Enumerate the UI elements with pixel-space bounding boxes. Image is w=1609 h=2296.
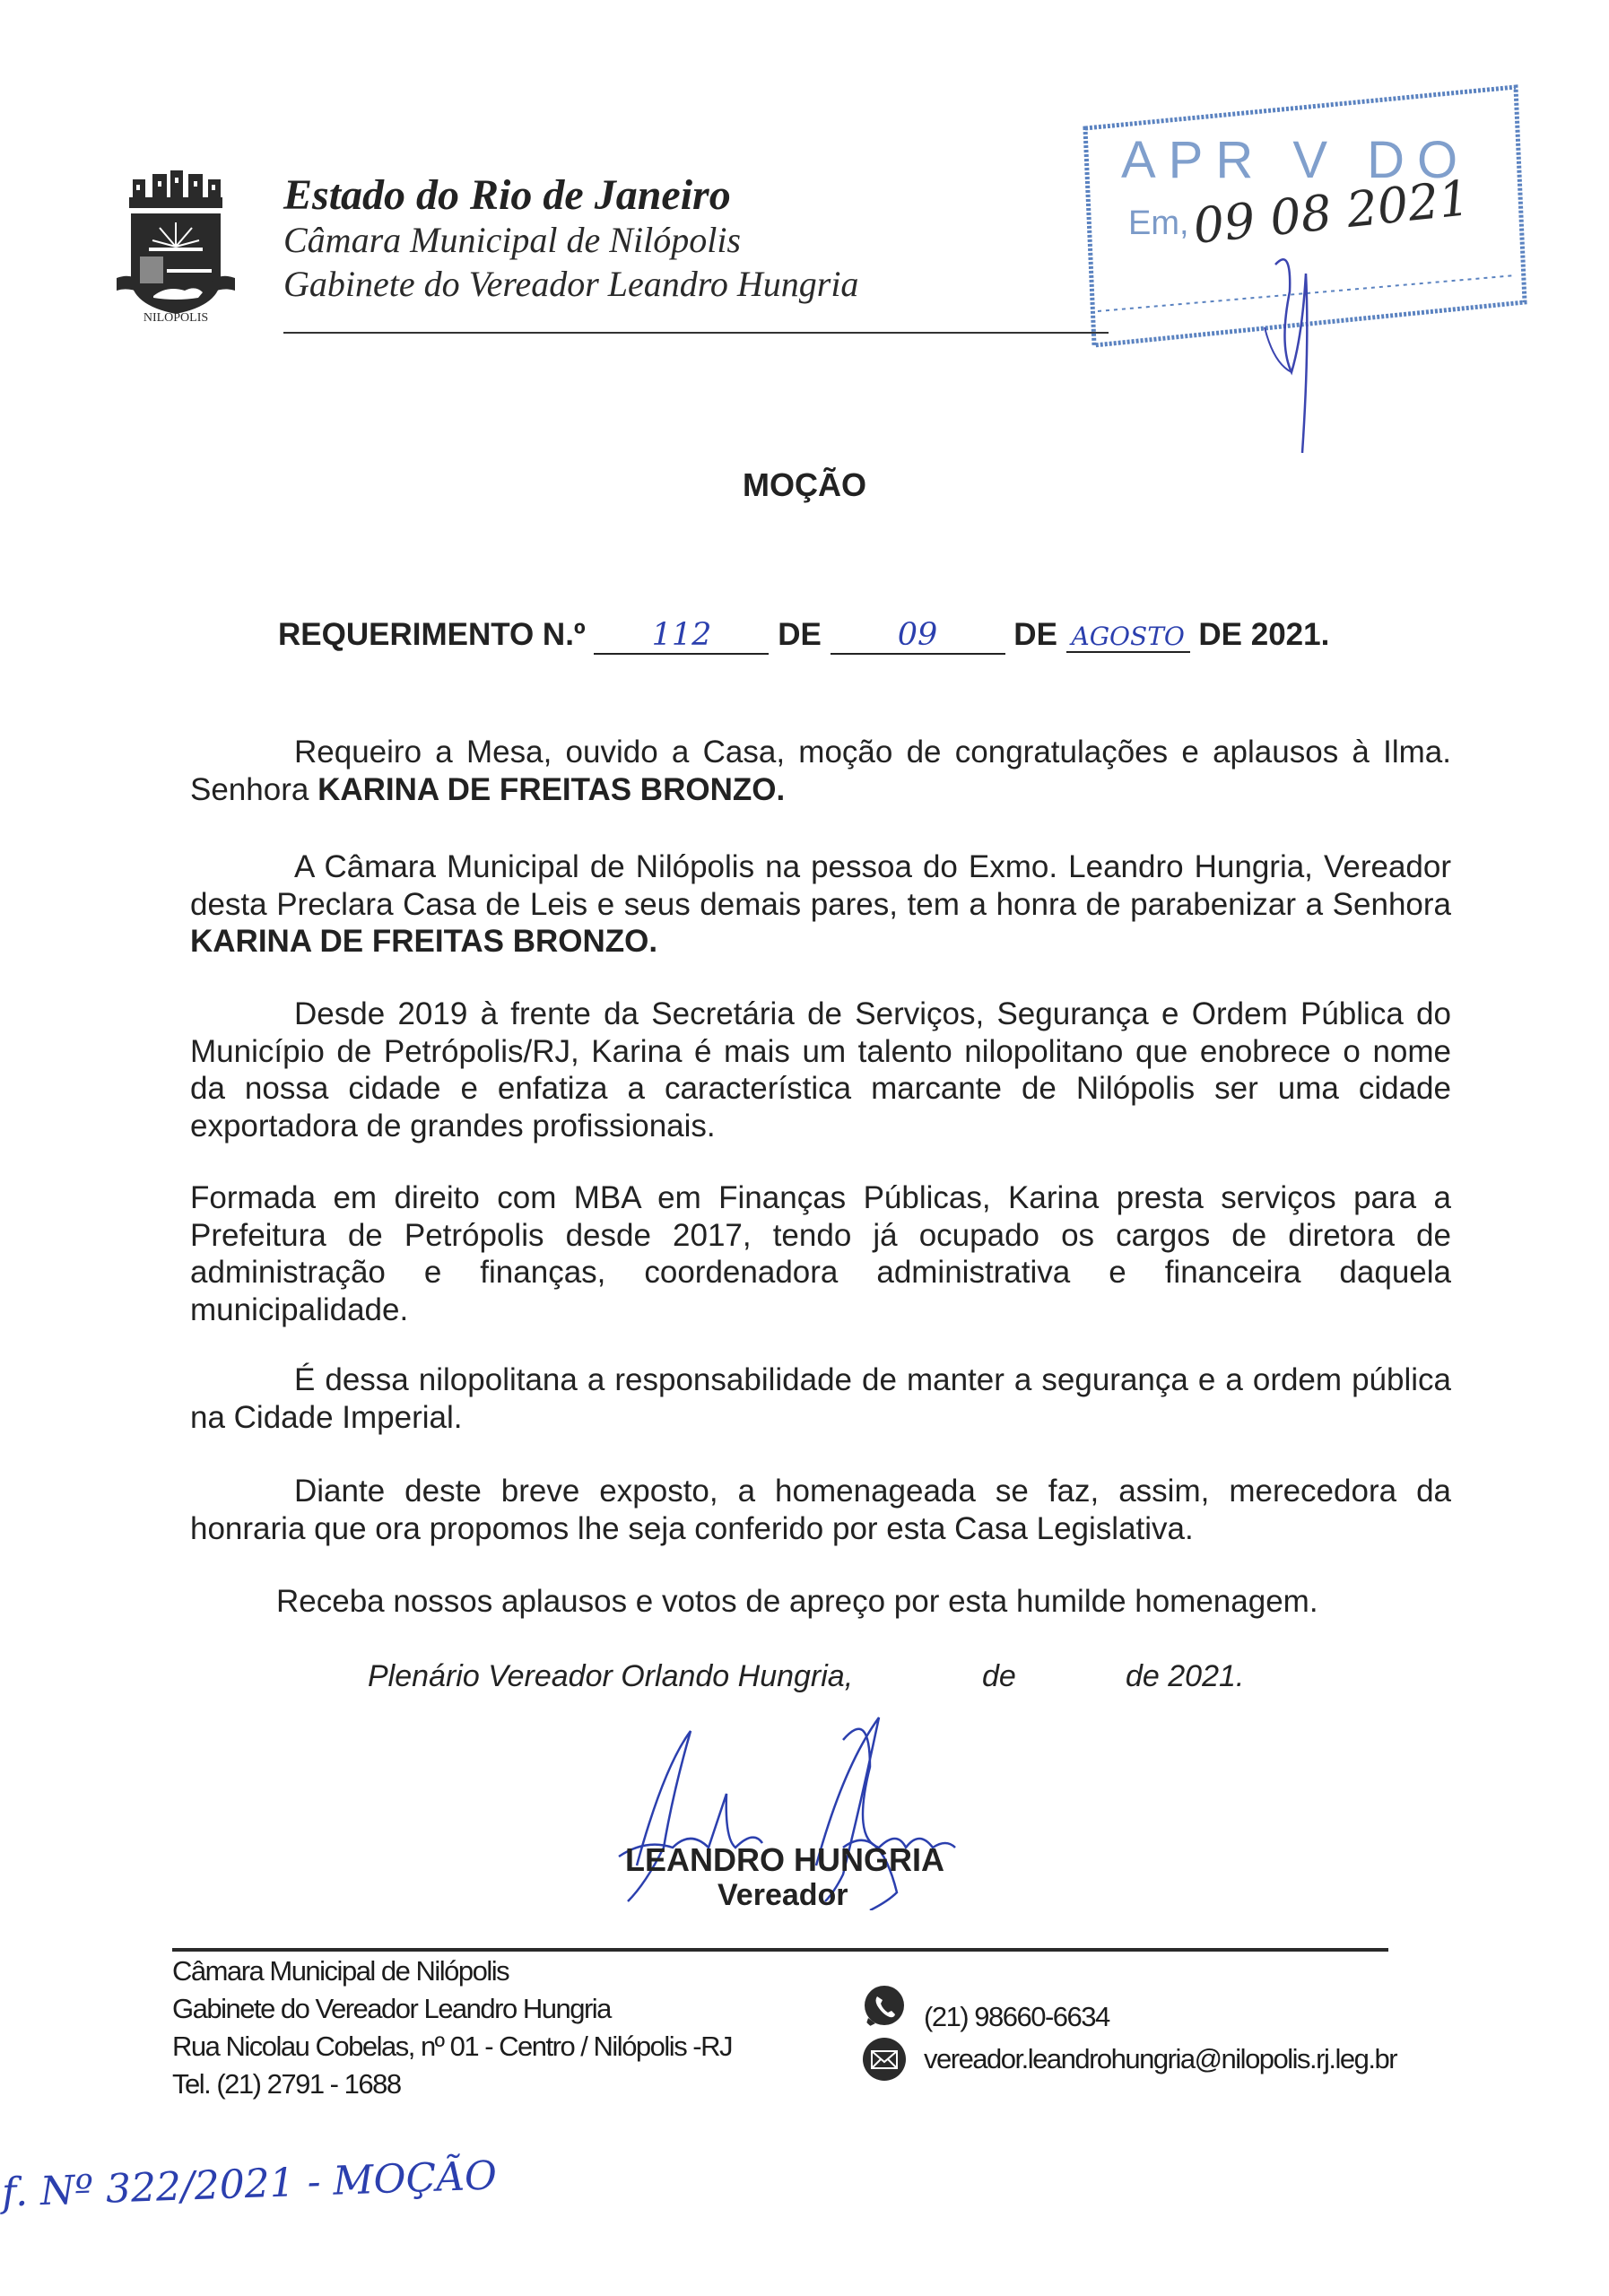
paragraph-closing: Receba nossos aplausos e votos de apreço por esta humilde homenagem.: [276, 1584, 1318, 1619]
footer-divider: [172, 1948, 1388, 1952]
place-year: de 2021.: [1126, 1659, 1245, 1693]
honoree-name: KARINA DE FREITAS BRONZO.: [190, 924, 658, 959]
paragraph-responsibility: É dessa nilopolitana a responsabilidade de manter a segurança e a ordem pública na Cidade Imperial.: [190, 1362, 1451, 1435]
signer-name: LEANDRO HUNGRIA: [625, 1841, 944, 1878]
request-month-field: AGOSTO: [1066, 622, 1190, 653]
place-line: Plenário Vereador Orlando Hungria,: [368, 1659, 854, 1693]
document-title: MOÇÃO: [743, 466, 866, 503]
header-office: Gabinete do Vereador Leandro Hungria: [283, 264, 859, 304]
footer-telephone: Tel. (21) 2791 - 1688: [172, 2068, 401, 2100]
request-number-field: 112: [594, 617, 769, 655]
place-de: de: [982, 1659, 1016, 1693]
header-divider: [283, 332, 1109, 334]
paragraph-career: Desde 2019 à frente da Secretária de Serviços, Segurança e Ordem Pública do Município de Petrópolis/RJ, Karina é mais um talento nilopolitano que enobrece o nome da nossa cidade e enfatiza a característica marcante de Nilópolis ser uma cidade exportadora de grandes profissionais.: [190, 996, 1451, 1144]
honoree-name: KARINA DE FREITAS BRONZO.: [317, 771, 786, 807]
request-suffix: DE 2021.: [1198, 617, 1330, 652]
nilopolis-crest-logo: [113, 170, 239, 332]
paragraph-merit: Diante deste breve exposto, a homenageada se faz, assim, merecedora da honraria que ora propomos lhe seja conferido por esta Casa Legislativa.: [190, 1474, 1451, 1546]
footer-office: Gabinete do Vereador Leandro Hungria: [172, 1993, 611, 2024]
paragraph-education: Formada em direito com MBA em Finanças Públicas, Karina presta serviços para a Prefeitura de Petrópolis desde 2017, tendo já ocupado os cargos de diretora de administração e finanças, coordenadora administrativa e financeira daquela municipalidade.: [190, 1180, 1451, 1327]
signer-role: Vereador: [718, 1878, 848, 1912]
request-prefix: REQUERIMENTO N.º: [278, 617, 586, 652]
footer-chamber: Câmara Municipal de Nilópolis: [172, 1955, 509, 1987]
request-day-field: 09: [831, 617, 1005, 655]
paragraph-chamber: A Câmara Municipal de Nilópolis na pessoa do Exmo. Leandro Hungria, Vereador desta Preclara Casa de Leis e seus demais pares, tem a honra de parabenizar a Senhora KARINA DE FREITAS BRONZO.: [190, 849, 1451, 959]
footer-address: Rua Nicolau Cobelas, nº 01 - Centro / Nilópolis -RJ: [172, 2031, 733, 2062]
footer-email[interactable]: vereador.leandrohungria@nilopolis.rj.leg.br: [924, 2043, 1397, 2074]
header-state: Estado do Rio de Janeiro: [283, 171, 731, 219]
whatsapp-icon: [861, 1984, 908, 2031]
mail-icon: [861, 2036, 908, 2083]
footer-whatsapp[interactable]: (21) 98660-6634: [924, 2001, 1109, 2032]
request-de-1: DE: [778, 617, 822, 652]
crest-label: NILOPOLIS: [143, 311, 209, 325]
request-de-2: DE: [1013, 617, 1057, 652]
protocol-note: f. Nº 322/2021 - MOÇÃO: [1, 2152, 498, 2216]
stamp-em-label: Em,: [1128, 204, 1189, 242]
paragraph-request: Requeiro a Mesa, ouvido a Casa, moção de congratulações e aplausos à Ilma. Senhora KARINA DE FREITAS BRONZO.: [190, 735, 1451, 807]
stamp-handwritten-date: 09 08 2021: [1190, 170, 1473, 255]
header-chamber: Câmara Municipal de Nilópolis: [283, 220, 741, 260]
request-line: [278, 617, 1329, 655]
stamp-approved-text: APR V DO: [1121, 131, 1471, 189]
